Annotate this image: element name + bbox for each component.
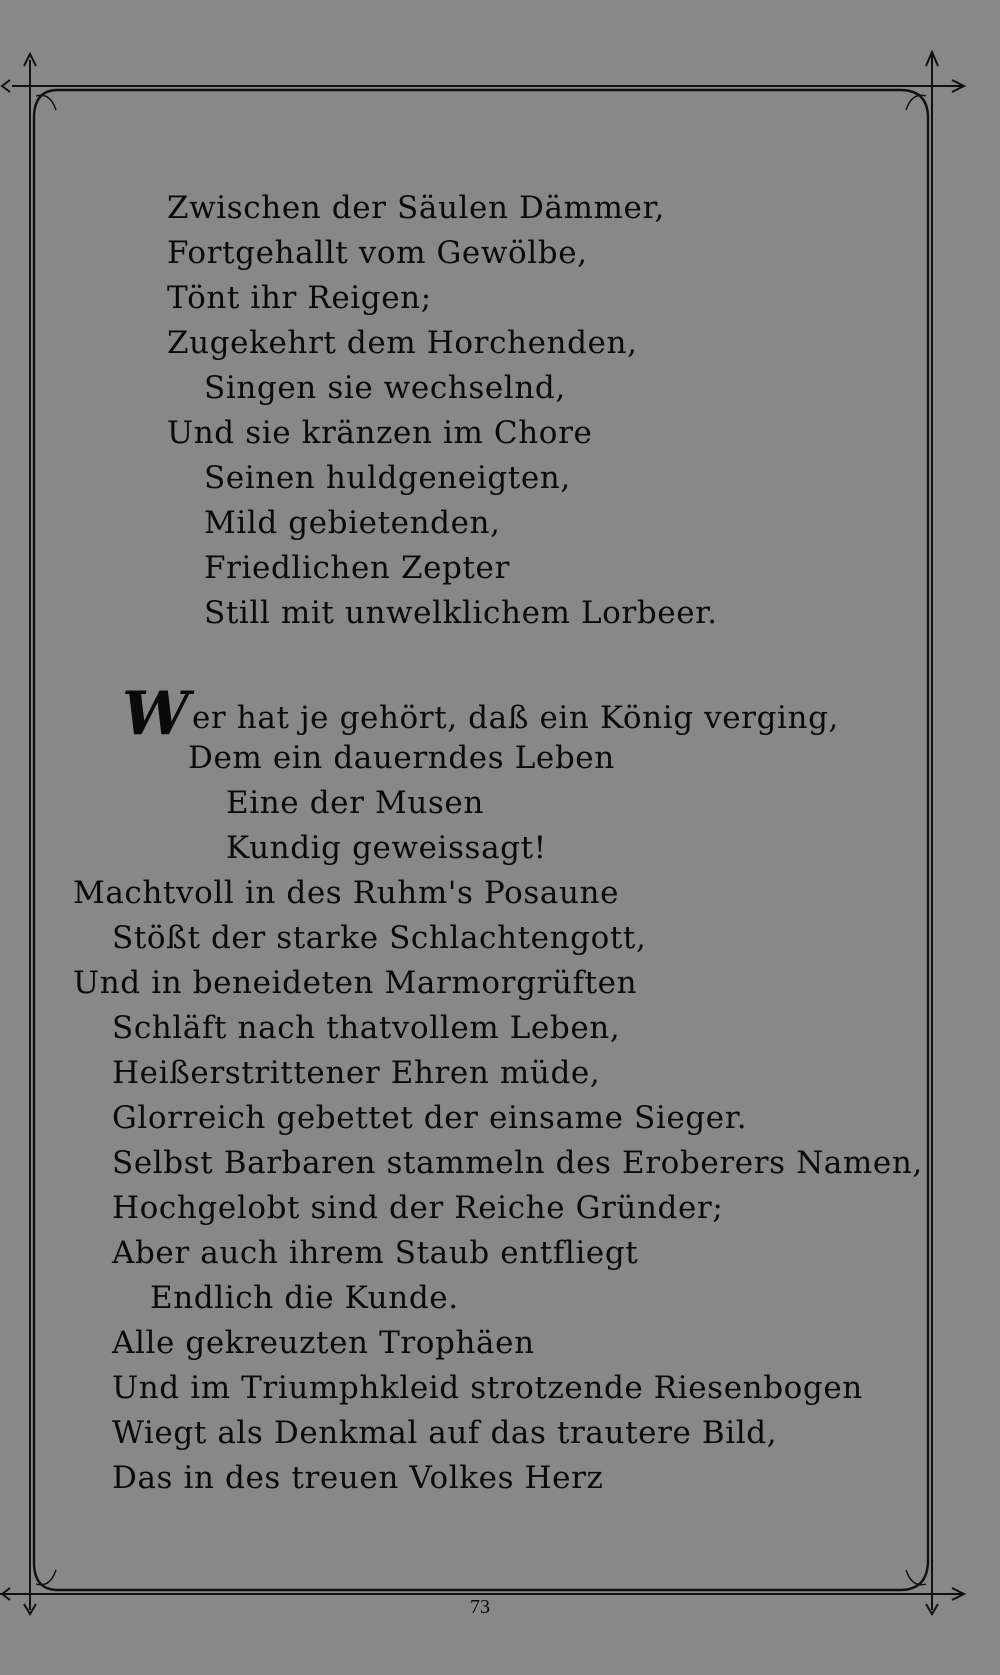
poem-line: Selbst Barbaren stammeln des Eroberers Namen, [112,1145,923,1181]
poem-line: Und im Triumphkleid strotzende Riesenbogen [112,1370,863,1406]
poem-line: Kundig geweissagt! [226,830,547,866]
poem-line: Hochgelobt sind der Reiche Gründer; [112,1190,724,1226]
page-number: 73 [470,1596,490,1618]
poem-line: Schläft nach thatvollem Leben, [112,1010,621,1046]
poem-line: Und in beneideten Marmorgrüften [73,965,638,1001]
poem-line: Endlich die Kunde. [150,1280,459,1316]
poem-line: Dem ein dauerndes Leben [188,740,615,776]
poem-line: Heißerstrittener Ehren müde, [112,1055,601,1091]
poem-line: Aber auch ihrem Staub entfliegt [112,1235,639,1271]
poem-first-line [122,679,840,749]
decorated-initial: W [122,679,190,749]
poem-line: Und sie kränzen im Chore [167,415,593,451]
poem-line: Fortgehallt vom Gewölbe, [167,235,588,271]
poem-line: Seinen huldgeneigten, [204,460,571,496]
poem-line: Still mit unwelklichem Lorbeer. [204,595,718,631]
poem-line: Wiegt als Denkmal auf das trautere Bild, [112,1415,778,1451]
poem-line: Glorreich gebettet der einsame Sieger. [112,1100,748,1136]
poem-line-text: er hat je gehört, daß ein König verging, [191,700,840,736]
poem-line: Mild gebietenden, [204,505,501,541]
poem-line: Singen sie wechselnd, [204,370,566,406]
poem-line: Machtvoll in des Ruhm's Posaune [73,875,620,911]
poem-line: Alle gekreuzten Trophäen [112,1325,535,1361]
poem-line: Friedlichen Zepter [204,550,510,586]
poem-line: Zwischen der Säulen Dämmer, [167,190,665,226]
poem-line: Eine der Musen [226,785,484,821]
poem-line: Tönt ihr Reigen; [167,280,432,316]
poem-line: Zugekehrt dem Horchenden, [167,325,638,361]
poem-line: Stößt der starke Schlachtengott, [112,920,647,956]
poem-line: Das in des treuen Volkes Herz [112,1460,604,1496]
